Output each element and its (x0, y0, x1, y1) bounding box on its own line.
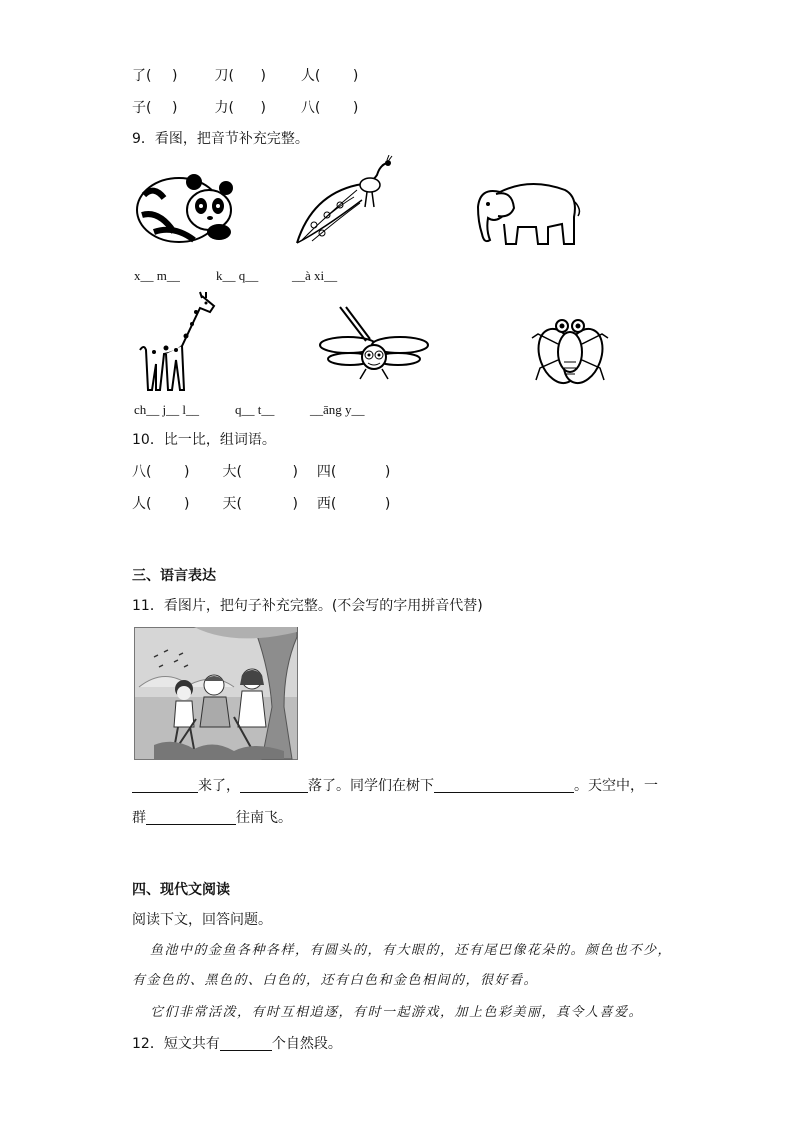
q9-pinyin-2: k__ q__ (216, 268, 259, 283)
q8-paren-close: ) (352, 68, 359, 84)
q10-char: 八( (132, 464, 152, 480)
q10-char: 天( (222, 496, 242, 512)
q10-paren-close: ) (384, 496, 391, 512)
giraffe-picture (136, 290, 216, 394)
q10-char: 西( (316, 496, 337, 512)
section3-heading: 三、语言表达 (132, 568, 216, 584)
sentence-part: 来了， (198, 778, 240, 794)
q9-pinyin-3: __à xi__ (292, 268, 338, 283)
q12-line (132, 1034, 342, 1054)
passage-para2: 它们非常活泼，有时互相追逐，有时一起游戏，加上色彩美丽，真令人喜爱。 (150, 1005, 644, 1020)
answer-blank[interactable] (434, 776, 574, 793)
passage-para1-line2: 有金色的、黑色的、白色的，还有白色和金色相间的，很好看。 (132, 973, 539, 988)
panda-picture (134, 170, 234, 245)
q8-char: 八( (300, 100, 321, 116)
q9-title: 9．看图，把音节补充完整。 (132, 131, 309, 147)
answer-blank[interactable] (132, 776, 198, 793)
q9-pinyin-6: __āng y__ (310, 402, 365, 417)
autumn-scene-picture (134, 627, 298, 760)
q12-suffix: 个自然段。 (271, 1036, 342, 1052)
q10-char: 四( (316, 464, 337, 480)
passage-para1-line1: 鱼池中的金鱼各种各样，有圆头的，有大眼的，还有尾巴像花朵的。颜色也不少， (150, 943, 673, 958)
q8-paren-close: ) (172, 68, 178, 84)
q10-paren-close: ) (292, 496, 298, 512)
section4-heading: 四、现代文阅读 (132, 882, 230, 898)
answer-blank[interactable] (220, 1034, 272, 1051)
peacock-picture (292, 155, 402, 247)
q9-pinyin-4: ch__ j__ l__ (134, 402, 199, 417)
q10-row1 (132, 462, 390, 482)
q8-paren-close: ) (260, 100, 266, 116)
q10-char: 大( (222, 464, 242, 480)
q11-sentence-line1 (132, 776, 658, 796)
q10-paren-close: ) (384, 464, 391, 480)
q10-paren-close: ) (184, 496, 190, 512)
dragonfly-picture (318, 305, 430, 383)
answer-blank[interactable] (240, 776, 308, 793)
q10-char: 人( (132, 496, 152, 512)
q10-row2 (132, 494, 390, 514)
q11-sentence-line2 (132, 808, 292, 828)
sentence-part: 落了。同学们在树下 (308, 778, 434, 794)
q8-paren-close: ) (260, 68, 266, 84)
q10-title: 10．比一比，组词语。 (132, 432, 276, 448)
answer-blank[interactable] (146, 808, 236, 825)
q8-row1 (132, 66, 358, 86)
q8-char: 人( (300, 68, 321, 84)
reading-instruction: 阅读下文，回答问题。 (132, 912, 272, 928)
q12-prefix: 12．短文共有 (132, 1036, 220, 1052)
q10-paren-close: ) (292, 464, 298, 480)
q8-char: 了( (132, 68, 152, 84)
q9-pinyin-5: q__ t__ (235, 402, 275, 417)
q8-row2 (132, 98, 358, 118)
q8-char: 力( (214, 100, 234, 116)
q8-paren-close: ) (352, 100, 359, 116)
q8-char: 刀( (214, 68, 234, 84)
fly-picture (528, 312, 612, 392)
q9-pinyin-1: x__ m__ (134, 268, 180, 283)
q11-title: 11．看图片，把句子补充完整。(不会写的字用拼音代替) (132, 598, 483, 614)
elephant-picture (470, 172, 582, 250)
sentence-part: 往南飞。 (236, 810, 292, 826)
sentence-part: 。天空中，一 (574, 778, 658, 794)
q8-paren-close: ) (172, 100, 178, 116)
sentence-part: 群 (132, 810, 146, 826)
q8-char: 子( (132, 100, 152, 116)
q10-paren-close: ) (184, 464, 190, 480)
